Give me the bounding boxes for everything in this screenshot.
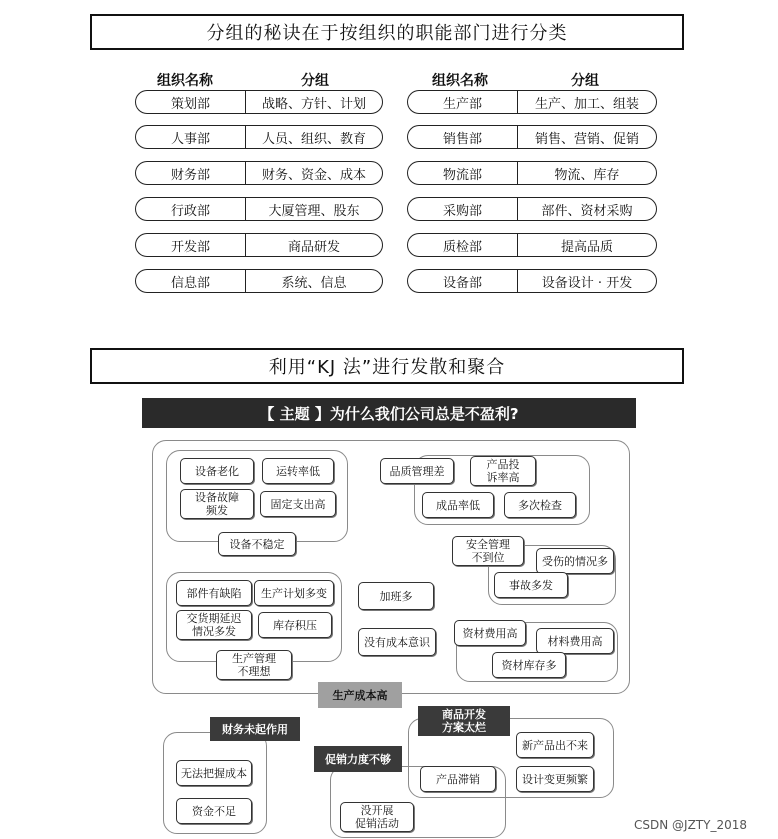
- dept-group: 人员、组织、教育: [245, 125, 383, 149]
- dept-name: 采购部: [407, 197, 517, 221]
- card-accident: 事故多发: [494, 572, 568, 598]
- card-finance-fail: 财务未起作用: [210, 717, 300, 741]
- left-name-header: 组织名称: [157, 73, 213, 89]
- card-stock-pile: 库存积压: [258, 612, 332, 638]
- dept-group: 大厦管理、股东: [245, 197, 383, 221]
- dept-row: [135, 90, 383, 114]
- dept-name: 策划部: [135, 90, 245, 114]
- dept-row: [407, 197, 657, 221]
- dept-name: 开发部: [135, 233, 245, 257]
- card-plan-change: 生产计划多变: [254, 580, 334, 606]
- right-name-header: 组织名称: [432, 73, 488, 89]
- dept-group: 系统、信息: [245, 269, 383, 293]
- card-fund-short: 资金不足: [176, 798, 252, 824]
- dept-name: 行政部: [135, 197, 245, 221]
- dept-group: 战略、方针、计划: [245, 90, 383, 114]
- dept-name: 人事部: [135, 125, 245, 149]
- card-parts-defect: 部件有缺陷: [176, 580, 252, 606]
- card-complaint: 产品投 诉率高: [470, 456, 536, 486]
- card-injury: 受伤的情况多: [536, 548, 614, 574]
- dept-row: [135, 233, 383, 257]
- dept-name: 财务部: [135, 161, 245, 185]
- card-dev-plan: 商品开发 方案太烂: [418, 706, 510, 736]
- theme-banner: 【 主题 】为什么我们公司总是不盈利?: [142, 398, 636, 428]
- dept-name: 物流部: [407, 161, 517, 185]
- watermark: CSDN @JZTY_2018: [634, 818, 747, 832]
- card-product-slow: 产品滞销: [420, 766, 496, 792]
- dept-group: 财务、资金、成本: [245, 161, 383, 185]
- dept-row: [407, 161, 657, 185]
- dept-name: 生产部: [407, 90, 517, 114]
- card-fixed-cost: 固定支出高: [260, 491, 336, 517]
- dept-row: [407, 269, 657, 293]
- dept-row: [135, 161, 383, 185]
- card-cant-cost: 无法把握成本: [176, 760, 252, 786]
- card-overtime: 加班多: [358, 582, 434, 610]
- card-equip-fault: 设备故障 频发: [180, 489, 254, 519]
- card-op-rate-low: 运转率低: [262, 458, 334, 484]
- card-multi-inspect: 多次检查: [504, 492, 576, 518]
- dept-name: 销售部: [407, 125, 517, 149]
- card-no-promo: 没开展 促销活动: [340, 802, 414, 832]
- dept-row: [407, 233, 657, 257]
- card-equip-unstable: 设备不稳定: [218, 532, 296, 556]
- dept-group: 提高品质: [517, 233, 657, 257]
- dept-name: 设备部: [407, 269, 517, 293]
- dept-row: [135, 269, 383, 293]
- card-yield-low: 成品率低: [422, 492, 494, 518]
- card-design-change: 设计变更频繁: [516, 766, 594, 792]
- dept-group: 部件、资材采购: [517, 197, 657, 221]
- card-new-product: 新产品出不来: [516, 732, 594, 758]
- card-delivery-delay: 交货期延迟 情况多发: [176, 610, 252, 640]
- dept-name: 质检部: [407, 233, 517, 257]
- dept-row: [135, 197, 383, 221]
- dept-group: 设备设计 · 开发: [517, 269, 657, 293]
- card-material-stock: 资材库存多: [492, 652, 566, 678]
- card-equip-aging: 设备老化: [180, 458, 254, 484]
- dept-row: [407, 125, 657, 149]
- card-asset-cost: 资材费用高: [454, 620, 526, 646]
- left-group-header: 分组: [301, 73, 329, 89]
- dept-group: 商品研发: [245, 233, 383, 257]
- right-group-header: 分组: [571, 73, 599, 89]
- section1-title: 分组的秘诀在于按组织的职能部门进行分类: [90, 14, 684, 50]
- dept-group: 生产、加工、组装: [517, 90, 657, 114]
- dept-row: [407, 90, 657, 114]
- card-safety-mgmt: 安全管理 不到位: [452, 536, 524, 566]
- dept-group: 销售、营销、促销: [517, 125, 657, 149]
- card-no-cost-aware: 没有成本意识: [358, 628, 436, 656]
- dept-name: 信息部: [135, 269, 245, 293]
- card-quality-poor: 品质管理差: [380, 458, 454, 484]
- dept-group: 物流、库存: [517, 161, 657, 185]
- card-promo-weak: 促销力度不够: [314, 746, 402, 772]
- section2-title: 利用“KJ 法”进行发散和聚合: [90, 348, 684, 384]
- card-prod-cost-high: 生产成本高: [318, 682, 402, 708]
- card-material-cost: 材料费用高: [536, 628, 614, 654]
- dept-row: [135, 125, 383, 149]
- card-prod-mgmt: 生产管理 不理想: [216, 650, 292, 680]
